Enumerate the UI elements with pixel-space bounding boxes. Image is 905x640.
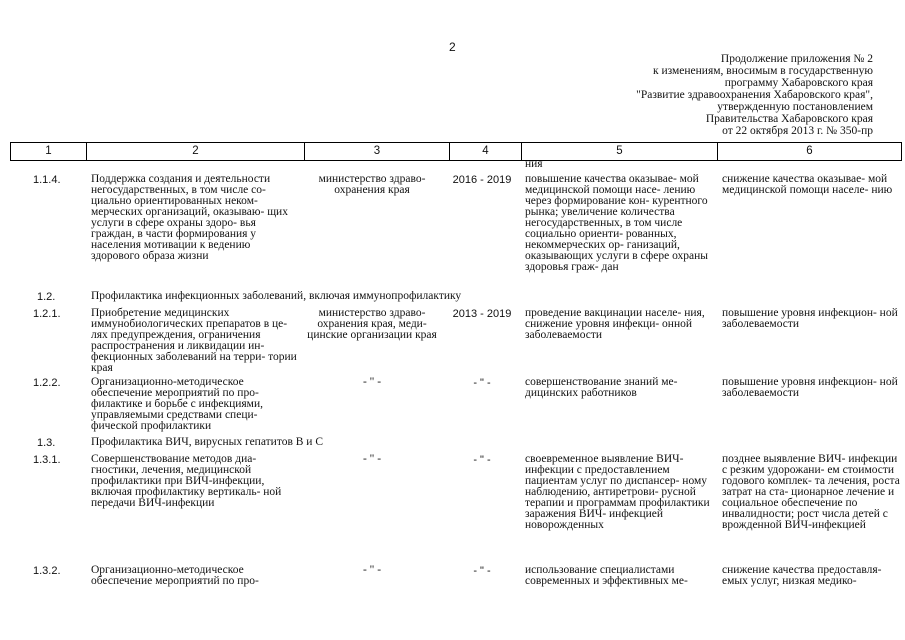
expected-result: своевременное выявление ВИЧ- инфекции с предоставлением пациентам услуг по диспансер- ному наблюдению, антиретрови- русной терапии и программам профилактики заражения ВИЧ- инфекцией новорожденных <box>525 453 710 531</box>
column-number: 5 <box>521 143 717 160</box>
executor: - " - <box>362 453 382 465</box>
term: - " - <box>473 377 491 389</box>
row-number: 1.2.2. <box>33 377 61 389</box>
header-line: программу Хабаровского края <box>724 77 873 89</box>
row-number: 1.3. <box>37 437 56 449</box>
row-number: 1.1.4. <box>33 174 61 186</box>
activity-name: Поддержка создания и деятельности негосударственных, в том числе со- циально ориентированных неком- мерческих организаций, оказываю- щих услуги в сфере охраны здоро- вья граждан, в части формирования у населения мотивации к ведению здорового образа жизни <box>91 173 288 262</box>
page-number: 2 <box>449 40 456 54</box>
row-number: 1.2.1. <box>33 308 61 320</box>
activity-name: Организационно-методическое обеспечение мероприятий по про- <box>91 564 259 587</box>
column-number: 6 <box>717 143 901 160</box>
consequence: позднее выявление ВИЧ- инфекции с резким удорожани- ем стоимости годового комплек- та лечения, роста затрат на ста- ционарное лечение и социальное обеспечение по инвалидности; рост числа детей с врожденной ВИЧ-инфекцией <box>722 453 900 531</box>
continuation-text: ния <box>525 158 543 170</box>
term: - " - <box>473 565 491 577</box>
consequence: снижение качества оказывае- мой медицинской помощи населе- нию <box>722 173 893 196</box>
term: 2013 - 2019 <box>452 308 512 320</box>
header-line: Правительства Хабаровского края <box>705 113 873 125</box>
executor: - " - <box>362 376 382 388</box>
row-number: 1.2. <box>37 291 56 303</box>
executor: - " - <box>362 564 382 576</box>
expected-result: совершенствование знаний ме- дицинских работников <box>525 376 678 399</box>
expected-result: повышение качества оказывае- мой медицинской помощи насе- лению через формирование кон- курентного рынка; увеличение количества негосударственных, в том числе социально ориенти- рованных, некоммерческих ор- ганизаций, оказывающих услуги в сфере охраны здоровья граж- дан <box>525 173 709 273</box>
activity-name: Организационно-методическое обеспечение мероприятий по про- филактике и борьбе с инфекциями, управляемыми средствами специ- фической профилактики <box>91 376 263 432</box>
expected-result: проведение вакцинации населе- ния, снижение уровня инфекци- онной заболеваемости <box>525 307 705 341</box>
activity-name: Приобретение медицинских иммунобиологических препаратов в це- лях предупреждения, ограничения распространения и ликвидации ин- фекционных заболеваний на терри- тории края <box>91 307 297 374</box>
column-number: 1 <box>45 145 52 157</box>
expected-result: использование специалистами современных и эффективных ме- <box>525 564 688 587</box>
document-header <box>553 53 873 137</box>
section-title: Профилактика инфекционных заболеваний, включая иммунопрофилактику <box>91 290 462 302</box>
header-line: "Развитие здравоохранения Хабаровского края", <box>636 89 873 101</box>
header-line: от 22 октября 2013 г. № 350-пр <box>722 125 873 137</box>
column-number: 2 <box>86 143 304 160</box>
column-number: 4 <box>449 143 521 160</box>
term: - " - <box>473 454 491 466</box>
consequence: повышение уровня инфекцион- ной заболеваемости <box>722 376 898 399</box>
column-number-row <box>10 142 902 161</box>
executor: министерство здраво- охранения края <box>318 173 426 196</box>
term: 2016 - 2019 <box>452 174 512 186</box>
header-line: Продолжение приложения № 2 <box>720 53 873 65</box>
header-line: утвержденную постановлением <box>717 101 873 113</box>
activity-name: Совершенствование методов диа- гностики, лечения, медицинской профилактики при ВИЧ-инфекции, включая профилактику вертикаль- ной передачи ВИЧ-инфекции <box>91 453 282 509</box>
executor: министерство здраво- охранения края, меди- цинские организации края <box>307 307 437 341</box>
row-number: 1.3.1. <box>33 454 61 466</box>
consequence: повышение уровня инфекцион- ной заболеваемости <box>722 307 898 330</box>
row-number: 1.3.2. <box>33 565 61 577</box>
section-title: Профилактика ВИЧ, вирусных гепатитов В и С <box>91 436 323 448</box>
header-line: к изменениям, вносимым в государственную <box>653 65 873 77</box>
column-number: 3 <box>304 143 449 160</box>
consequence: снижение качества предоставля- емых услуг, низкая медико- <box>722 564 882 587</box>
